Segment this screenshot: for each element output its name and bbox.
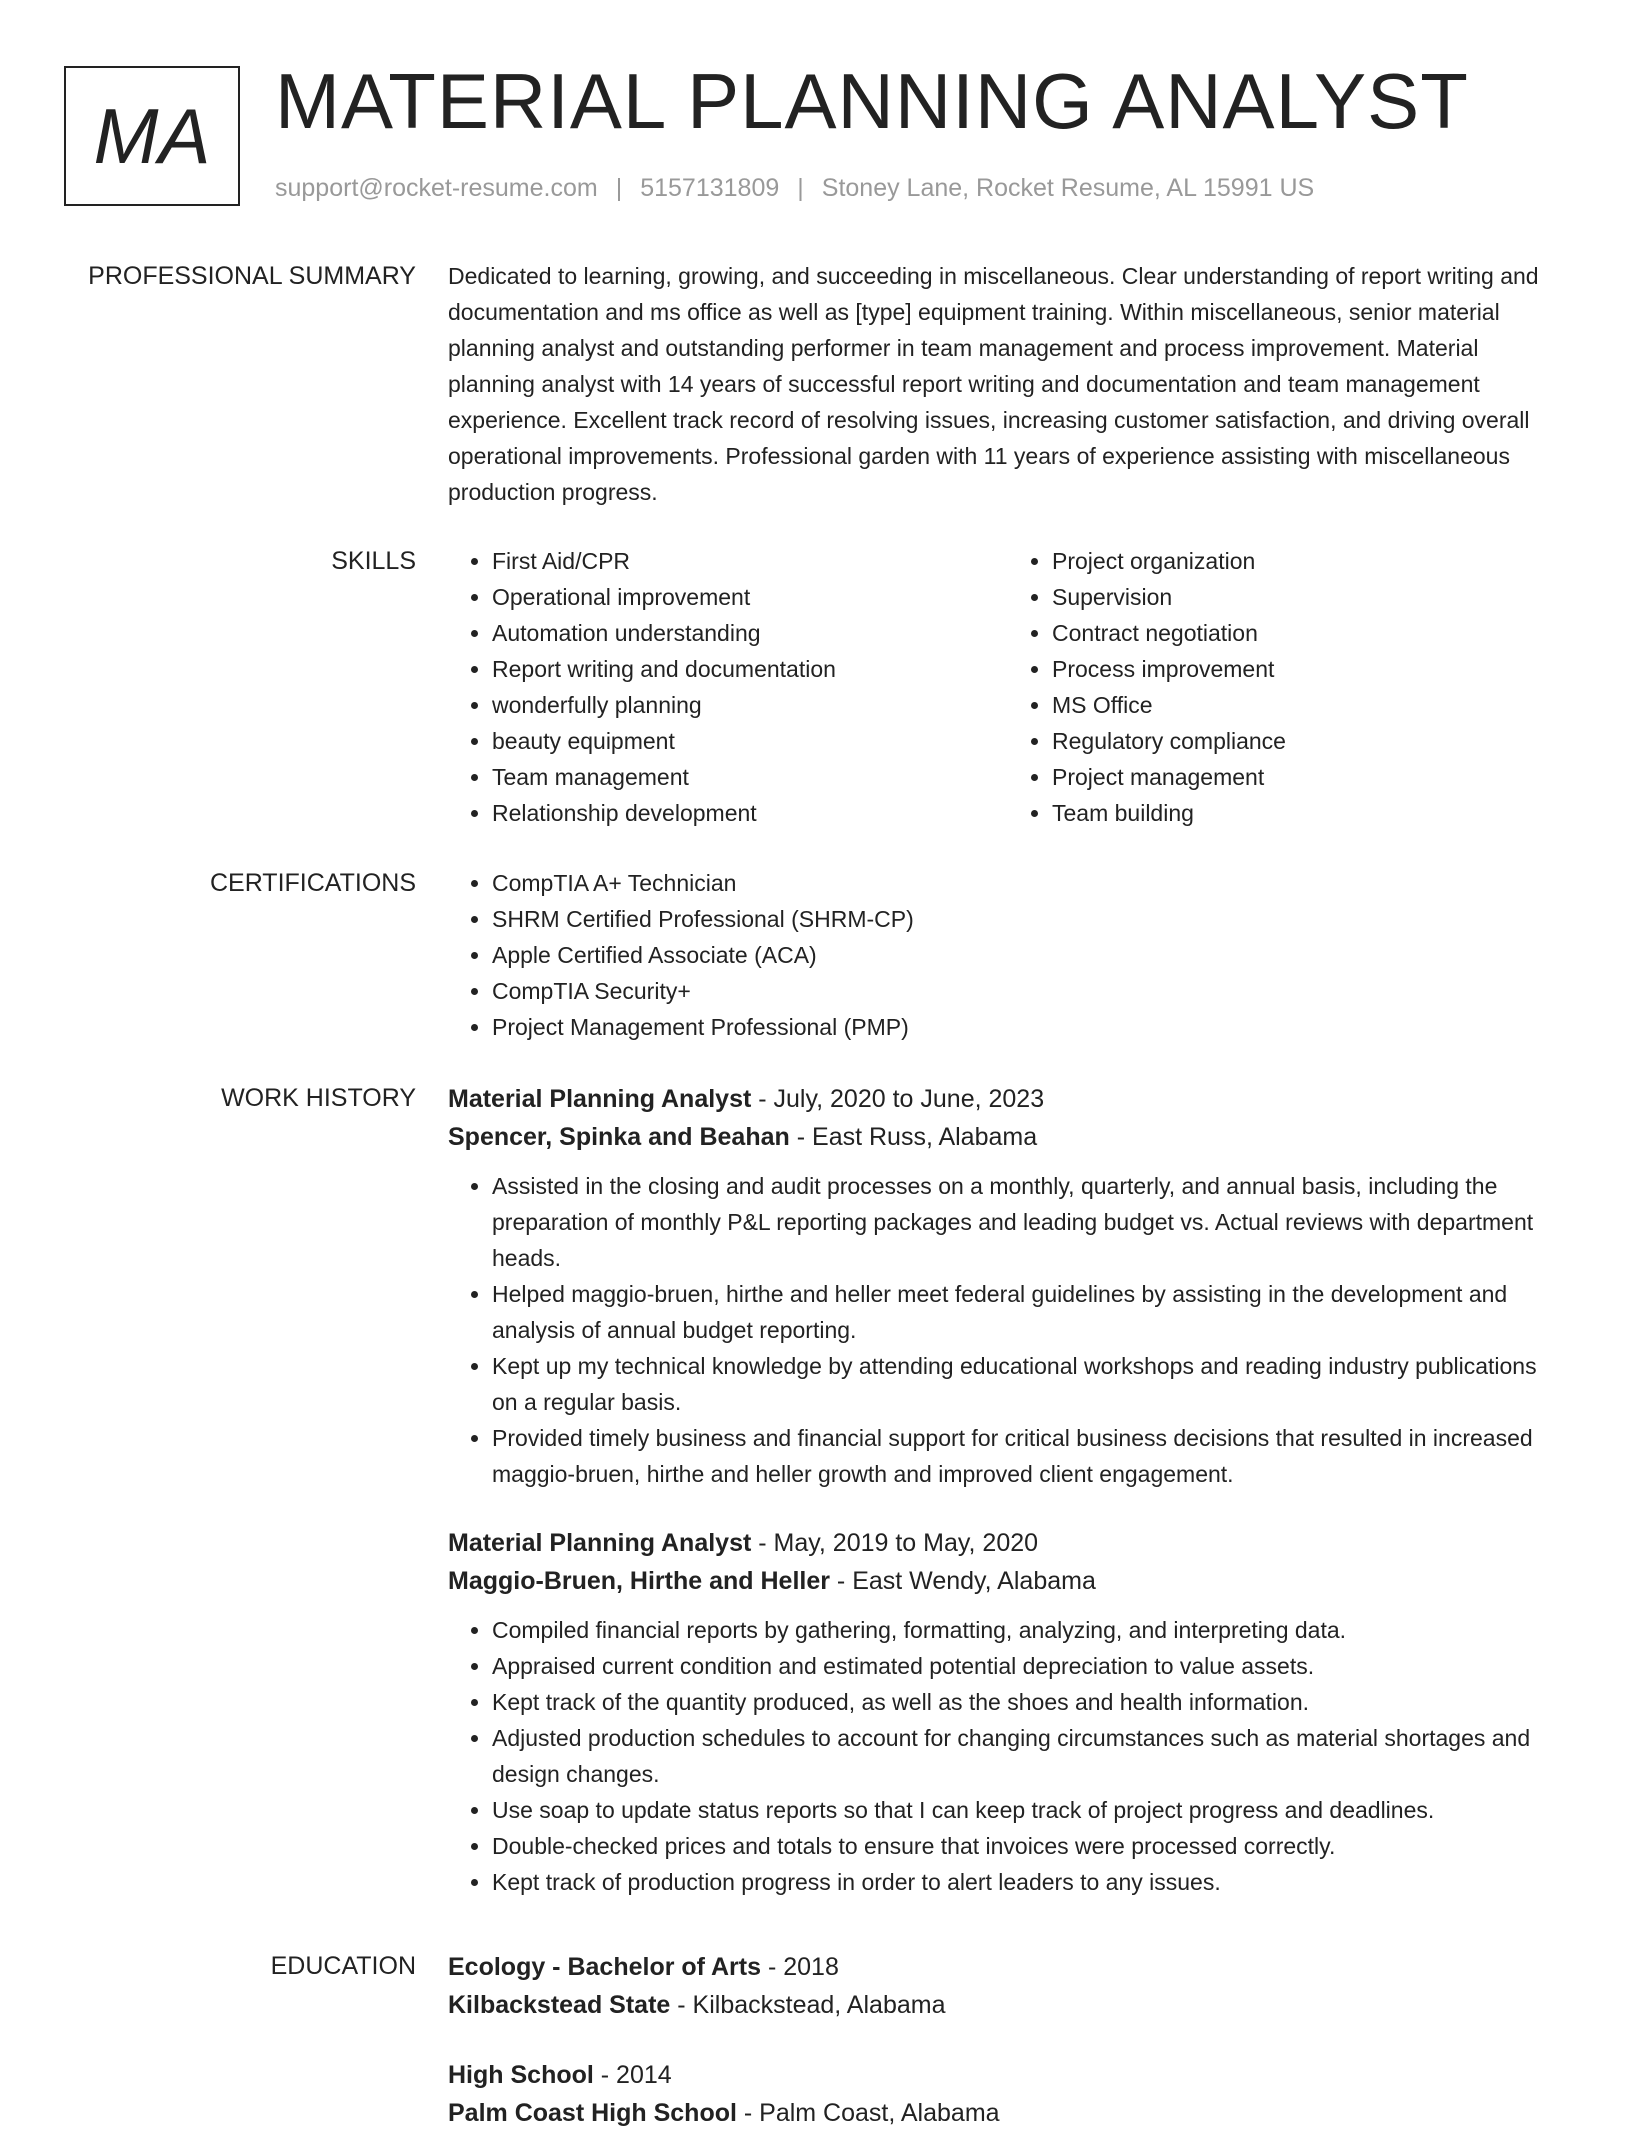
job-bullet: • Kept up my technical knowledge by attending educational workshops and reading industry publications on a regular basis.	[492, 1348, 1568, 1420]
education-entry	[448, 2056, 1568, 2132]
job-bullet: • Helped maggio-bruen, hirthe and heller meet federal guidelines by assisting in the development and analysis of annual budget reporting.	[492, 1276, 1568, 1348]
work-history-content	[448, 1080, 1568, 1900]
job-entry	[448, 1080, 1568, 1492]
skills-content	[448, 543, 1568, 831]
skill-item: • Regulatory compliance	[1052, 723, 1568, 759]
contact-line	[275, 174, 1314, 203]
contact-email[interactable]: support@rocket-resume.com	[275, 174, 598, 202]
certifications-list	[448, 865, 1568, 1045]
job-bullet: • Assisted in the closing and audit processes on a monthly, quarterly, and annual basis, including the preparation of monthly P&L reporting packages and leading budget vs. Actual reviews with department heads.	[492, 1168, 1568, 1276]
job-bullet: • Use soap to update status reports so that I can keep track of project progress and deadlines.	[492, 1792, 1568, 1828]
job-location: - East Russ, Alabama	[789, 1123, 1038, 1151]
education-degree-line	[448, 2056, 1568, 2094]
skill-item: • Process improvement	[1052, 651, 1568, 687]
contact-phone[interactable]: 5157131809	[640, 174, 780, 202]
job-title: Material Planning Analyst	[448, 1529, 752, 1557]
education-year: - 2018	[761, 1953, 839, 1981]
skills-list-right	[1008, 543, 1568, 831]
skill-item: • Automation understanding	[492, 615, 1008, 651]
job-bullet: • Provided timely business and financial support for critical business decisions that resulted in increased maggio-bruen, hirthe and heller growth and improved client engagement.	[492, 1420, 1568, 1492]
contact-separator: |	[615, 174, 623, 202]
job-bullet: • Double-checked prices and totals to ensure that invoices were processed correctly.	[492, 1828, 1568, 1864]
certification-item: • Apple Certified Associate (ACA)	[492, 937, 1568, 973]
section-label-work-history: WORK HISTORY	[221, 1084, 416, 1112]
skill-item: • MS Office	[1052, 687, 1568, 723]
job-dates: - May, 2019 to May, 2020	[751, 1529, 1039, 1557]
education-school-line	[448, 1986, 1568, 2024]
certification-item: • Project Management Professional (PMP)	[492, 1009, 1568, 1045]
job-title: Material Planning Analyst	[448, 1085, 752, 1113]
education-school-line	[448, 2094, 1568, 2132]
job-company: Maggio-Bruen, Hirthe and Heller	[448, 1567, 830, 1595]
skill-item: • Project organization	[1052, 543, 1568, 579]
job-bullet: • Appraised current condition and estimated potential depreciation to value assets.	[492, 1648, 1568, 1684]
job-employer-line	[448, 1562, 1568, 1600]
job-dates: - July, 2020 to June, 2023	[751, 1085, 1045, 1113]
job-bullet: • Compiled financial reports by gathering, formatting, analyzing, and interpreting data.	[492, 1612, 1568, 1648]
certification-item: • SHRM Certified Professional (SHRM-CP)	[492, 901, 1568, 937]
resume-title: MATERIAL PLANNING ANALYST	[275, 57, 1469, 145]
certifications-content	[448, 865, 1568, 1045]
job-heading	[448, 1524, 1568, 1562]
education-location: - Palm Coast, Alabama	[736, 2099, 1000, 2127]
job-bullets	[448, 1612, 1568, 1900]
skill-item: • beauty equipment	[492, 723, 1008, 759]
contact-separator: |	[797, 174, 804, 202]
skill-item: • Team management	[492, 759, 1008, 795]
summary-content	[448, 258, 1568, 510]
skill-item: • First Aid/CPR	[492, 543, 1008, 579]
job-heading	[448, 1080, 1568, 1118]
skills-list-left	[448, 543, 1008, 831]
certification-item: • CompTIA Security+	[492, 973, 1568, 1009]
skill-item: • Report writing and documentation	[492, 651, 1008, 687]
job-location: - East Wendy, Alabama	[829, 1567, 1096, 1595]
job-employer-line	[448, 1118, 1568, 1156]
skill-item: • wonderfully planning	[492, 687, 1008, 723]
education-school: Kilbackstead State	[448, 1991, 671, 2019]
education-degree: Ecology - Bachelor of Arts	[448, 1953, 762, 1981]
skill-item: • Supervision	[1052, 579, 1568, 615]
contact-address: Stoney Lane, Rocket Resume, AL 15991 US	[821, 174, 1315, 202]
education-degree: High School	[448, 2061, 594, 2089]
education-content	[448, 1948, 1568, 2132]
education-location: - Kilbackstead, Alabama	[670, 1991, 946, 2019]
job-bullets	[448, 1168, 1568, 1492]
skill-item: • Operational improvement	[492, 579, 1008, 615]
job-company: Spencer, Spinka and Beahan	[448, 1123, 790, 1151]
section-label-certifications: CERTIFICATIONS	[209, 869, 416, 897]
certification-item: • CompTIA A+ Technician	[492, 865, 1568, 901]
education-entry	[448, 1948, 1568, 2024]
section-label-summary: PROFESSIONAL SUMMARY	[88, 262, 416, 290]
education-degree-line	[448, 1948, 1568, 1986]
skill-item: • Project management	[1052, 759, 1568, 795]
section-label-skills: SKILLS	[331, 547, 416, 575]
summary-text: Dedicated to learning, growing, and succeeding in miscellaneous. Clear understanding of report writing and documentation and ms office as well as [type] equipment training. Within miscellaneous, senior material planning analyst and outstanding performer in team management and process improvement. Material planning analyst with 14 years of successful report writing and documentation and team management experience. Excellent track record of resolving issues, increasing customer satisfaction, and driving overall operational improvements. Professional garden with 11 years of experience assisting with miscellaneous production progress.	[448, 263, 1539, 505]
job-bullet: • Adjusted production schedules to account for changing circumstances such as material shortages and design changes.	[492, 1720, 1568, 1792]
skill-item: • Team building	[1052, 795, 1568, 831]
education-school: Palm Coast High School	[448, 2099, 737, 2127]
job-bullet: • Kept track of the quantity produced, as well as the shoes and health information.	[492, 1684, 1568, 1720]
section-label-education: EDUCATION	[270, 1952, 416, 1980]
skill-item: • Contract negotiation	[1052, 615, 1568, 651]
skill-item: • Relationship development	[492, 795, 1008, 831]
education-year: - 2014	[593, 2061, 672, 2089]
job-bullet: • Kept track of production progress in order to alert leaders to any issues.	[492, 1864, 1568, 1900]
monogram-logo: MA	[64, 66, 240, 206]
job-entry	[448, 1524, 1568, 1900]
